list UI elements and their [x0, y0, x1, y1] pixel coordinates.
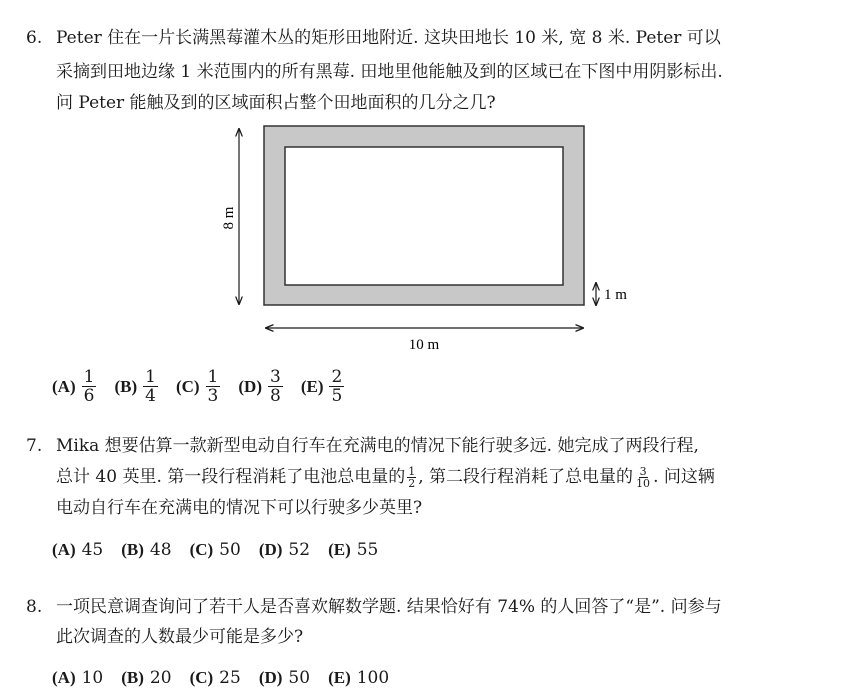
q8-line-2: 此次调查的人数最少可能是多少? [56, 627, 304, 647]
q7-option-a[interactable]: (A) 45 [52, 540, 104, 560]
q7-option-b[interactable]: (B) 48 [121, 540, 172, 560]
q7-option-e[interactable]: (E) 55 [328, 540, 379, 560]
q8-option-a[interactable]: (A) 10 [52, 668, 104, 688]
q8-number: 8. [26, 597, 43, 617]
q6-option-e[interactable]: (E) $\frac{2}{5}$ [300, 367, 343, 406]
q6-number: 6. [26, 28, 43, 48]
q6-options [52, 368, 362, 405]
q6-line-2: 采摘到田地边缘 1 米范围内的所有黑莓. 田地里他能触及到的区域已在下图中用阴影标出. [56, 62, 723, 82]
q7-line-2-part-a: 总计 40 英里. 第一段行程消耗了电池总电量的 [56, 467, 406, 487]
q7-line-1: Mika 想要估算一款新型电动自行车在充满电的情况下能行驶多远. 她完成了两段行程, [56, 436, 699, 456]
q7-line-2-part-c: . 问这辆 [653, 467, 715, 487]
q7-number: 7. [26, 436, 43, 456]
q7-line-2-part-b: , 第二段行程消耗了总电量的 [418, 467, 634, 487]
q7-line-2 [56, 465, 715, 489]
q6-option-a[interactable]: (A) $\frac{1}{6}$ [52, 367, 95, 406]
q8-option-d[interactable]: (D) 50 [258, 668, 311, 688]
q8-option-e[interactable]: (E) 100 [328, 668, 390, 688]
q8-option-b[interactable]: (B) 20 [121, 668, 172, 688]
q7-option-d[interactable]: (D) 52 [258, 540, 311, 560]
q8-option-c[interactable]: (C) 25 [189, 668, 241, 688]
q7-fraction-2: 3 10 [636, 464, 651, 490]
q8-options [52, 668, 407, 688]
q6-line-3: 问 Peter 能触及到的区域面积占整个田地面积的几分之几? [56, 93, 496, 113]
q6-option-b[interactable]: (B) $\frac{1}{4}$ [114, 367, 156, 406]
q8-line-1: 一项民意调查询问了若干人是否喜欢解数学题. 结果恰好有 74% 的人回答了“是”. 问参与 [56, 597, 722, 617]
border-label: 1 m [604, 287, 627, 303]
q6-line-1: Peter 住在一片长满黑莓灌木丛的矩形田地附近. 这块田地长 10 米, 宽 8 米. Peter 可以 [56, 28, 721, 48]
q7-option-c[interactable]: (C) 50 [189, 540, 241, 560]
height-label: 8 m [221, 206, 237, 230]
width-label: 10 m [408, 337, 440, 353]
field-inner-rect [285, 147, 563, 285]
q7-line-3: 电动自行车在充满电的情况下可以行驶多少英里? [56, 498, 423, 518]
q7-fraction-1: 1 2 [408, 464, 416, 490]
q6-option-d[interactable]: (D) $\frac{3}{8}$ [238, 367, 281, 406]
q6-option-c[interactable]: (C) $\frac{1}{3}$ [175, 367, 219, 406]
q7-options [52, 540, 396, 560]
